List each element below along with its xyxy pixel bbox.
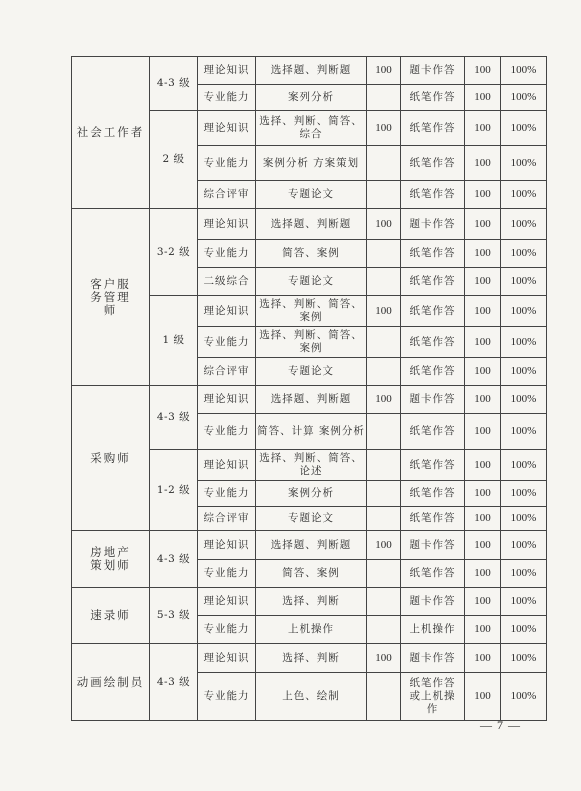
subject-cell: 二级综合 xyxy=(198,268,256,296)
score-cell xyxy=(367,414,401,450)
full-score-cell: 100 xyxy=(465,85,501,111)
score-cell: 100 xyxy=(367,111,401,146)
subject-cell: 理论知识 xyxy=(198,588,256,616)
ratio-cell: 100% xyxy=(501,209,547,240)
subject-cell: 专业能力 xyxy=(198,146,256,181)
method-cell: 纸笔作答 xyxy=(401,450,465,481)
level-cell: 2 级 xyxy=(150,111,198,209)
ratio-cell: 100% xyxy=(501,507,547,531)
full-score-cell: 100 xyxy=(465,181,501,209)
method-cell: 纸笔作答或上机操作 xyxy=(401,673,465,721)
method-cell: 纸笔作答 xyxy=(401,268,465,296)
method-cell: 纸笔作答 xyxy=(401,296,465,327)
occupation-cell: 房地产策划师 xyxy=(72,531,150,588)
format-cell: 简答、案例 xyxy=(256,240,367,268)
format-cell: 简答、案例 xyxy=(256,560,367,588)
method-cell: 题卡作答 xyxy=(401,588,465,616)
ratio-cell: 100% xyxy=(501,111,547,146)
score-cell xyxy=(367,240,401,268)
ratio-cell: 100% xyxy=(501,358,547,386)
level-cell: 4-3 级 xyxy=(150,644,198,721)
ratio-cell: 100% xyxy=(501,531,547,560)
method-cell: 纸笔作答 xyxy=(401,181,465,209)
occupation-cell: 客户服务管理师 xyxy=(72,209,150,386)
subject-cell: 理论知识 xyxy=(198,450,256,481)
ratio-cell: 100% xyxy=(501,673,547,721)
full-score-cell: 100 xyxy=(465,386,501,414)
table-row xyxy=(72,209,547,240)
ratio-cell: 100% xyxy=(501,560,547,588)
ratio-cell: 100% xyxy=(501,296,547,327)
ratio-cell: 100% xyxy=(501,57,547,85)
full-score-cell: 100 xyxy=(465,414,501,450)
subject-cell: 理论知识 xyxy=(198,531,256,560)
subject-cell: 专业能力 xyxy=(198,85,256,111)
subject-cell: 理论知识 xyxy=(198,111,256,146)
occupation-cell: 动画绘制员 xyxy=(72,644,150,721)
exam-schedule-table xyxy=(71,56,547,721)
level-cell: 1-2 级 xyxy=(150,450,198,531)
level-cell: 4-3 级 xyxy=(150,57,198,111)
full-score-cell: 100 xyxy=(465,146,501,181)
full-score-cell: 100 xyxy=(465,560,501,588)
format-cell: 选择题、判断题 xyxy=(256,57,367,85)
occupation-cell: 速录师 xyxy=(72,588,150,644)
level-cell: 1 级 xyxy=(150,296,198,386)
score-cell: 100 xyxy=(367,644,401,673)
method-cell: 题卡作答 xyxy=(401,531,465,560)
ratio-cell: 100% xyxy=(501,588,547,616)
score-cell xyxy=(367,507,401,531)
subject-cell: 综合评审 xyxy=(198,181,256,209)
full-score-cell: 100 xyxy=(465,588,501,616)
format-cell: 选择、判断、简答、案例 xyxy=(256,327,367,358)
full-score-cell: 100 xyxy=(465,616,501,644)
page-number: — 7 — xyxy=(480,718,521,732)
ratio-cell: 100% xyxy=(501,268,547,296)
ratio-cell: 100% xyxy=(501,414,547,450)
format-cell: 选择、判断 xyxy=(256,644,367,673)
method-cell: 纸笔作答 xyxy=(401,327,465,358)
full-score-cell: 100 xyxy=(465,327,501,358)
subject-cell: 理论知识 xyxy=(198,296,256,327)
score-cell xyxy=(367,616,401,644)
score-cell: 100 xyxy=(367,386,401,414)
occupation-cell: 采购师 xyxy=(72,386,150,531)
method-cell: 纸笔作答 xyxy=(401,414,465,450)
method-cell: 题卡作答 xyxy=(401,57,465,85)
level-cell: 4-3 级 xyxy=(150,386,198,450)
subject-cell: 综合评审 xyxy=(198,507,256,531)
full-score-cell: 100 xyxy=(465,507,501,531)
format-cell: 案列分析 xyxy=(256,85,367,111)
method-cell: 纸笔作答 xyxy=(401,481,465,507)
format-cell: 选择、判断 xyxy=(256,588,367,616)
full-score-cell: 100 xyxy=(465,296,501,327)
subject-cell: 专业能力 xyxy=(198,240,256,268)
format-cell: 案例分析 xyxy=(256,481,367,507)
subject-cell: 专业能力 xyxy=(198,560,256,588)
score-cell: 100 xyxy=(367,57,401,85)
occupation-cell: 社会工作者 xyxy=(72,57,150,209)
full-score-cell: 100 xyxy=(465,673,501,721)
full-score-cell: 100 xyxy=(465,450,501,481)
method-cell: 纸笔作答 xyxy=(401,111,465,146)
full-score-cell: 100 xyxy=(465,111,501,146)
format-cell: 简答、计算 案例分析 xyxy=(256,414,367,450)
method-cell: 纸笔作答 xyxy=(401,240,465,268)
format-cell: 选择、判断、简答、综合 xyxy=(256,111,367,146)
full-score-cell: 100 xyxy=(465,268,501,296)
subject-cell: 理论知识 xyxy=(198,209,256,240)
format-cell: 专题论文 xyxy=(256,181,367,209)
method-cell: 纸笔作答 xyxy=(401,146,465,181)
method-cell: 题卡作答 xyxy=(401,386,465,414)
subject-cell: 理论知识 xyxy=(198,644,256,673)
subject-cell: 专业能力 xyxy=(198,327,256,358)
method-cell: 题卡作答 xyxy=(401,209,465,240)
score-cell xyxy=(367,481,401,507)
format-cell: 选择题、判断题 xyxy=(256,209,367,240)
ratio-cell: 100% xyxy=(501,240,547,268)
subject-cell: 专业能力 xyxy=(198,673,256,721)
full-score-cell: 100 xyxy=(465,644,501,673)
level-cell: 4-3 级 xyxy=(150,531,198,588)
format-cell: 案例分析 方案策划 xyxy=(256,146,367,181)
full-score-cell: 100 xyxy=(465,531,501,560)
score-cell: 100 xyxy=(367,209,401,240)
ratio-cell: 100% xyxy=(501,644,547,673)
score-cell xyxy=(367,327,401,358)
method-cell: 纸笔作答 xyxy=(401,507,465,531)
format-cell: 专题论文 xyxy=(256,507,367,531)
full-score-cell: 100 xyxy=(465,481,501,507)
score-cell: 100 xyxy=(367,296,401,327)
ratio-cell: 100% xyxy=(501,181,547,209)
full-score-cell: 100 xyxy=(465,240,501,268)
table-row xyxy=(72,644,547,673)
subject-cell: 专业能力 xyxy=(198,481,256,507)
score-cell xyxy=(367,181,401,209)
subject-cell: 专业能力 xyxy=(198,616,256,644)
ratio-cell: 100% xyxy=(501,616,547,644)
format-cell: 专题论文 xyxy=(256,268,367,296)
method-cell: 纸笔作答 xyxy=(401,85,465,111)
score-cell xyxy=(367,673,401,721)
full-score-cell: 100 xyxy=(465,358,501,386)
ratio-cell: 100% xyxy=(501,146,547,181)
subject-cell: 理论知识 xyxy=(198,57,256,85)
table-row xyxy=(72,531,547,560)
level-cell: 5-3 级 xyxy=(150,588,198,644)
score-cell xyxy=(367,146,401,181)
table-row xyxy=(72,588,547,616)
full-score-cell: 100 xyxy=(465,57,501,85)
format-cell: 选择、判断、简答、案例 xyxy=(256,296,367,327)
score-cell xyxy=(367,85,401,111)
score-cell xyxy=(367,588,401,616)
format-cell: 上色、绘制 xyxy=(256,673,367,721)
subject-cell: 理论知识 xyxy=(198,386,256,414)
format-cell: 选择题、判断题 xyxy=(256,531,367,560)
ratio-cell: 100% xyxy=(501,450,547,481)
method-cell: 上机操作 xyxy=(401,616,465,644)
method-cell: 纸笔作答 xyxy=(401,560,465,588)
format-cell: 选择、判断、简答、论述 xyxy=(256,450,367,481)
method-cell: 题卡作答 xyxy=(401,644,465,673)
format-cell: 专题论文 xyxy=(256,358,367,386)
subject-cell: 专业能力 xyxy=(198,414,256,450)
ratio-cell: 100% xyxy=(501,386,547,414)
ratio-cell: 100% xyxy=(501,85,547,111)
format-cell: 上机操作 xyxy=(256,616,367,644)
score-cell xyxy=(367,268,401,296)
subject-cell: 综合评审 xyxy=(198,358,256,386)
score-cell xyxy=(367,358,401,386)
full-score-cell: 100 xyxy=(465,209,501,240)
table-row xyxy=(72,57,547,85)
table-row xyxy=(72,386,547,414)
score-cell xyxy=(367,450,401,481)
score-cell: 100 xyxy=(367,531,401,560)
score-cell xyxy=(367,560,401,588)
ratio-cell: 100% xyxy=(501,481,547,507)
method-cell: 纸笔作答 xyxy=(401,358,465,386)
level-cell: 3-2 级 xyxy=(150,209,198,296)
ratio-cell: 100% xyxy=(501,327,547,358)
format-cell: 选择题、判断题 xyxy=(256,386,367,414)
